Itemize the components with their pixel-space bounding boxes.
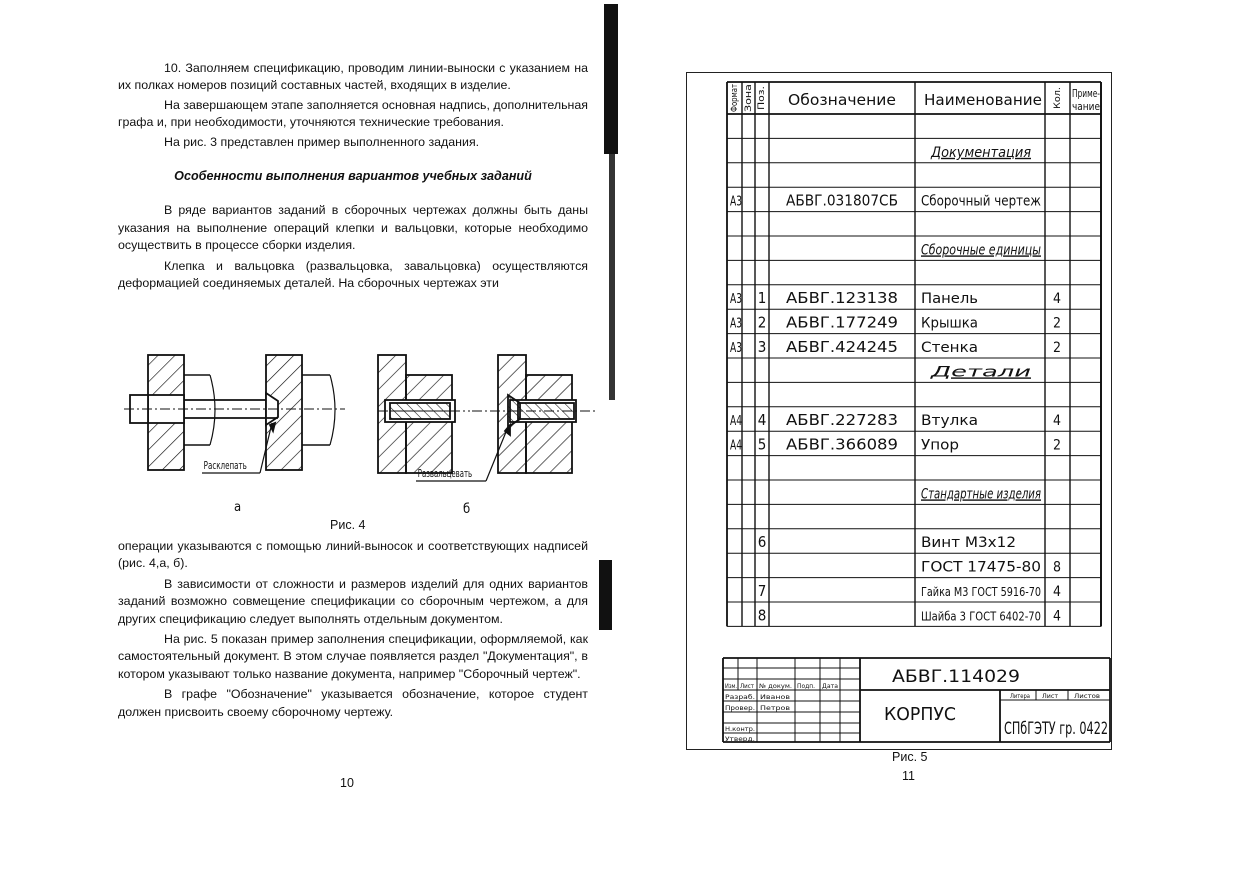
spec-designation: АБВГ.031807СБ <box>786 191 898 210</box>
tb-prover-name: Петров <box>760 704 791 712</box>
spec-header-note: Приме- <box>1072 87 1101 100</box>
spec-section-title: Сборочные единицы <box>921 242 1042 259</box>
spec-header-vertical: Зона <box>744 92 754 112</box>
spec-header-vertical: Кол. <box>1053 91 1063 109</box>
spec-designation: АБВГ.424245 <box>786 338 898 356</box>
paragraph-4: В ряде вариантов заданий в сборочных чертежах должны быть даны указания на выполнение операций клепки и вальцовки, которые необходимо осуществить в процессе сборки изделия. <box>118 203 588 253</box>
spec-position: 4 <box>757 411 767 430</box>
spec-position: 3 <box>757 338 767 356</box>
spec-name: Упор <box>921 437 959 454</box>
spec-text <box>725 80 1108 743</box>
tb-list: Лист <box>1042 693 1058 700</box>
spec-quantity: 4 <box>1052 291 1062 308</box>
spec-grid <box>723 82 1110 742</box>
spec-name: Сборочный чертеж <box>921 193 1042 210</box>
tb-listov: Листов <box>1074 693 1100 700</box>
paragraph-2: На завершающем этапе заполняется основная надпись, дополнительная графа и, при необходимости, уточняются технические требования. <box>118 97 588 130</box>
spec-position: 5 <box>757 435 767 454</box>
tb-utv: Утверд. <box>725 736 756 743</box>
spec-quantity: 4 <box>1052 413 1062 430</box>
spec-quantity: 4 <box>1052 608 1062 625</box>
spec-name: Панель <box>921 291 978 308</box>
spec-designation: АБВГ.366089 <box>786 435 898 454</box>
paragraph-1: 10. Заполняем спецификацию, проводим линии-выноски с указанием на их полках номеров позиций составных частей, входящих в изделие. <box>118 61 588 93</box>
tb-designation: АБВГ.114029 <box>892 667 1020 687</box>
tb-nkontr: Н.контр. <box>725 726 756 733</box>
spec-format: А3 <box>730 341 742 356</box>
label-razvaltsevat: Развальцевать <box>417 467 473 481</box>
spec-quantity: 2 <box>1052 340 1062 356</box>
figure-4-sub-a: а <box>234 500 242 515</box>
spec-header-name: Наименование <box>924 91 1042 109</box>
spec-name: Крышка <box>921 315 978 332</box>
tb-col-izm: Изм. <box>725 683 738 690</box>
spec-format: А4 <box>730 414 742 430</box>
spec-name: Шайба 3 ГОСТ 6402-70 <box>921 609 1042 624</box>
paragraph-7: В зависимости от сложности и размеров изделий для одних вариантов заданий возможно совмещение спецификации со сборочным чертежом, а для других спецификацию следует выполнять отдельным документом. <box>118 576 588 626</box>
tb-col-doc: № докум. <box>759 683 793 690</box>
spec-quantity: 8 <box>1052 559 1062 576</box>
paragraph-5: Клепка и вальцовка (развальцовка, завальцовка) осуществляются деформацией соединяемых деталей. На сборочных чертежах эти <box>118 258 588 291</box>
spec-name: Втулка <box>921 413 978 430</box>
spec-section-title: Документация <box>929 144 1032 161</box>
figure-4-caption: Рис. 4 <box>330 518 366 532</box>
spec-position: 8 <box>757 606 767 625</box>
paragraph-3: На рис. 3 представлен пример выполненного задания. <box>164 134 480 149</box>
paragraph-8: На рис. 5 показан пример заполнения спецификации, оформляемой, как самостоятельный документ. В этом случае появляется раздел "Документация", в котором указывают только название документа, например "Сборочный чертеж". <box>118 632 588 681</box>
paragraph-9: В графе "Обозначение" указывается обозначение, которое студент должен присвоить своему сборочному чертежу. <box>118 687 588 719</box>
spec-designation: АБВГ.177249 <box>786 313 898 332</box>
tb-col-date: Дата <box>822 683 838 690</box>
spec-designation: АБВГ.227283 <box>786 411 898 430</box>
spec-name: Винт М3х12 <box>921 535 1016 552</box>
tb-org: СПбГЭТУ гр. 0422 <box>1004 719 1108 739</box>
spec-position: 1 <box>757 289 767 308</box>
figure-5-caption: Рис. 5 <box>892 750 928 764</box>
tb-prover: Провер. <box>725 704 756 712</box>
spec-designation: АБВГ.123138 <box>786 289 898 308</box>
spec-name: Гайка М3 ГОСТ 5916-70 <box>921 585 1042 599</box>
section-heading: Особенности выполнения вариантов учебных заданий <box>174 169 532 184</box>
label-rasklepat: Расклепать <box>203 459 247 473</box>
tb-lit: Литера <box>1010 693 1030 700</box>
tb-title: КОРПУС <box>884 704 956 725</box>
spec-header-note: чание <box>1072 100 1100 113</box>
tb-col-list: Лист <box>740 683 754 690</box>
figure-4-sub-b: б <box>463 502 471 517</box>
spec-section-title: Стандартные изделия <box>921 486 1042 503</box>
spec-header-designation: Обозначение <box>788 91 896 109</box>
spec-format: А3 <box>730 194 742 210</box>
spec-format: А4 <box>730 438 742 454</box>
spec-position: 6 <box>757 533 767 552</box>
tb-col-sign: Подп. <box>797 683 816 690</box>
spec-format: А3 <box>730 316 742 332</box>
spec-section-title: Детали <box>928 364 1031 381</box>
spec-quantity: 4 <box>1052 584 1062 600</box>
page-number-left: 10 <box>340 776 354 790</box>
spec-position: 2 <box>757 313 767 332</box>
spec-header-vertical: Поз. <box>757 93 767 110</box>
spec-quantity: 2 <box>1052 315 1062 332</box>
spec-format: А3 <box>730 292 742 308</box>
spec-header-vertical: Формат <box>730 80 740 112</box>
spec-name: Стенка <box>921 340 978 356</box>
spec-name: ГОСТ 17475-80 <box>921 559 1041 576</box>
tb-razrab: Разраб. <box>725 693 756 701</box>
paragraph-6: операции указываются с помощью линий-выносок и соответствующих надписей (рис. 4,а, б). <box>118 539 588 571</box>
page-number-right: 11 <box>902 769 915 783</box>
spec-position: 7 <box>757 582 767 600</box>
spec-quantity: 2 <box>1052 437 1062 454</box>
tb-razrab-name: Иванов <box>760 693 791 701</box>
